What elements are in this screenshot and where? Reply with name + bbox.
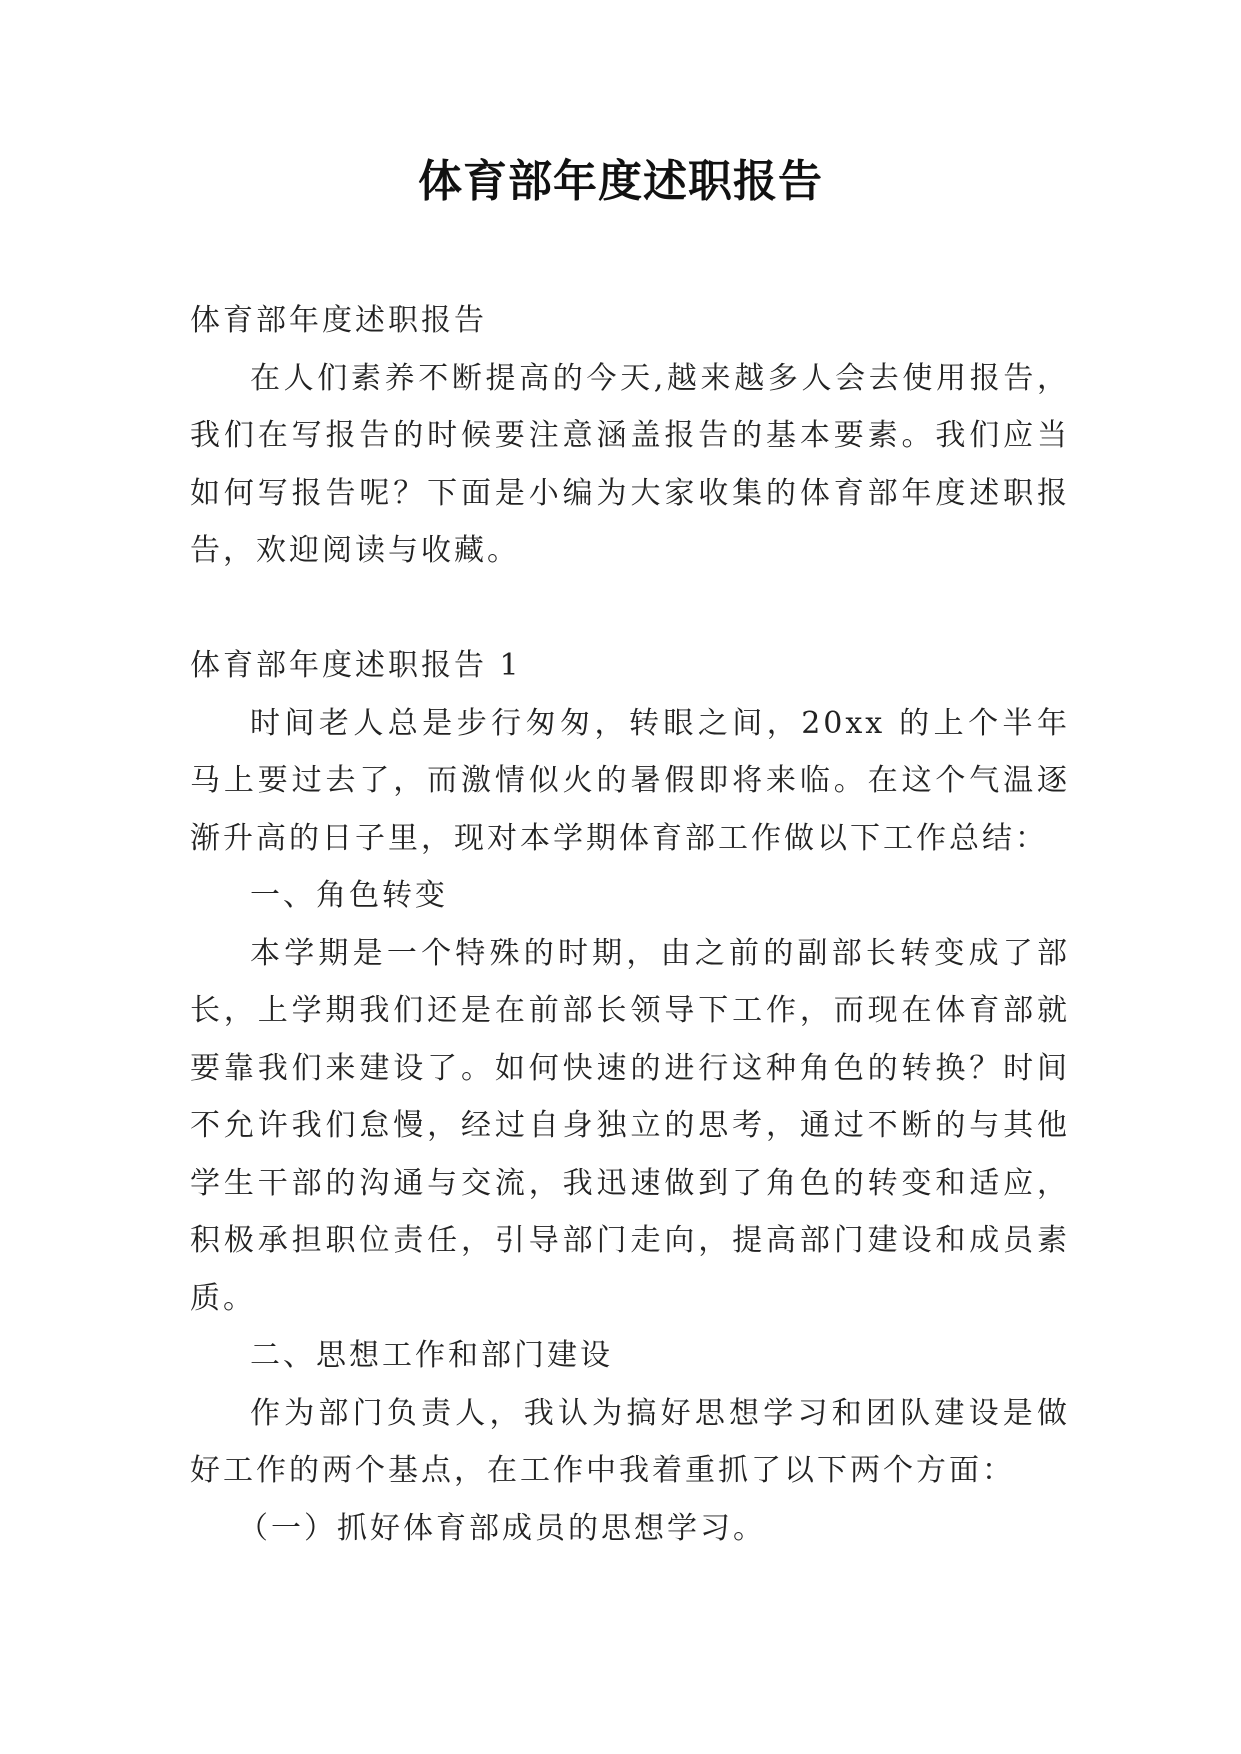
part1-paragraph: 本学期是一个特殊的时期，由之前的副部长转变成了部长，上学期我们还是在前部长领导下工作，而现在体育部就要靠我们来建设了。如何快速的进行这种角色的转换？时间不允许我们怠慢，经过自身独立的思考，通过不断的与其他学生干部的沟通与交流，我迅速做到了角色的转变和适应，积极承担职位责任，引导部门走向，提高部门建设和成员素质。 — [190, 935, 1070, 1316]
part1-heading: 一、角色转变 — [250, 878, 448, 913]
section1-paragraph: 时间老人总是步行匆匆，转眼之间，20xx 的上个半年马上要过去了，而激情似火的暑假即将来临。在这个气温逐渐升高的日子里，现对本学期体育部工作做以下工作总结： — [190, 705, 1070, 856]
part2-heading: 二、思想工作和部门建设 — [250, 1338, 613, 1373]
paragraph-spacer — [190, 580, 1070, 638]
document-title: 体育部年度述职报告 — [418, 156, 823, 207]
intro-paragraph: 在人们素养不断提高的今天,越来越多人会去使用报告，我们在写报告的时候要注意涵盖报告的基本要素。我们应当如何写报告呢？下面是小编为大家收集的体育部年度述职报告，欢迎阅读与收藏。 — [190, 360, 1070, 568]
intro-heading: 体育部年度述职报告 — [190, 303, 487, 338]
part2-subheading-1: （一）抓好体育部成员的思想学习。 — [238, 1510, 766, 1546]
document-body — [190, 292, 1070, 1557]
section1-heading: 体育部年度述职报告 1 — [190, 648, 522, 683]
part2-paragraph: 作为部门负责人，我认为搞好思想学习和团队建设是做好工作的两个基点，在工作中我着重抓了以下两个方面： — [190, 1395, 1070, 1488]
